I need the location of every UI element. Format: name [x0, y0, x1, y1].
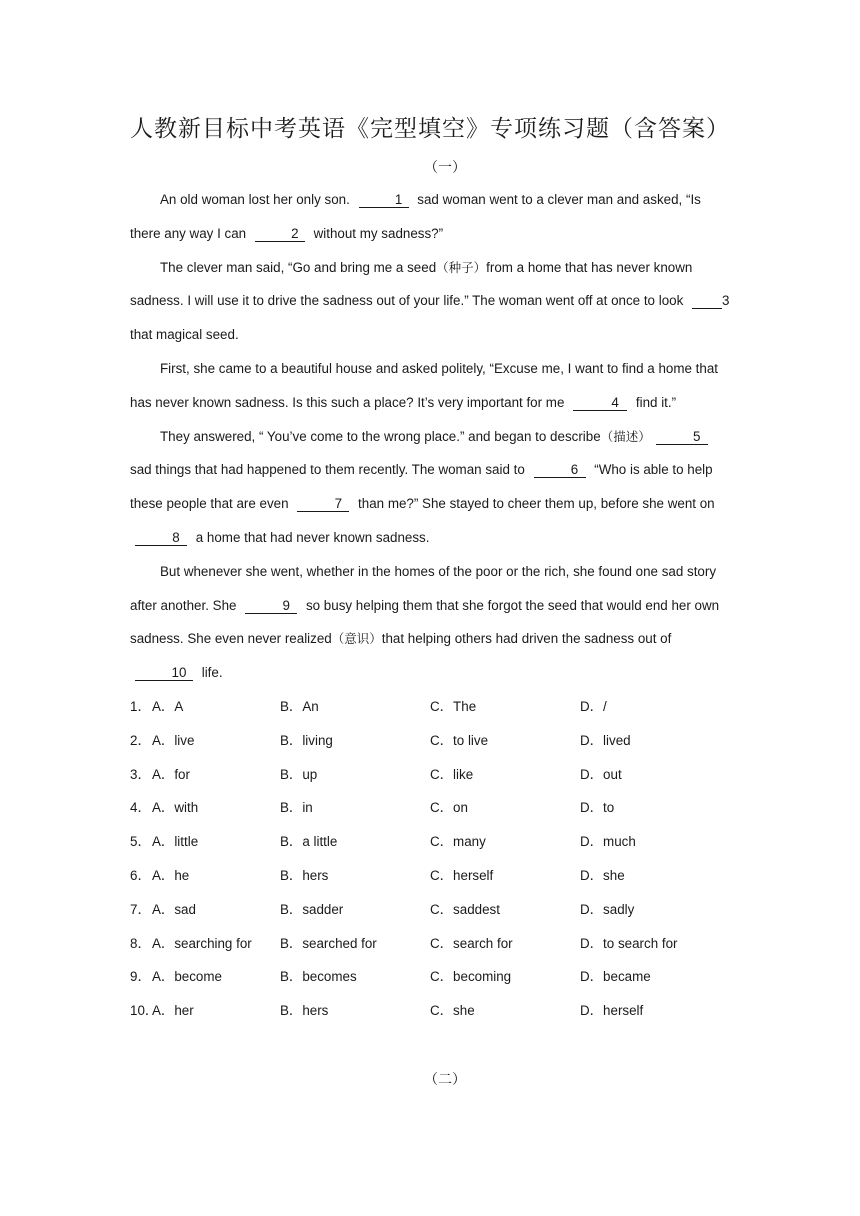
- option-b: B．in: [280, 800, 313, 816]
- option-c: C．saddest: [430, 901, 500, 917]
- option-d: D．much: [580, 834, 636, 850]
- question-number: 3．: [130, 766, 151, 782]
- option-d: D．lived: [580, 732, 631, 748]
- option-a: A．become: [152, 969, 222, 985]
- paragraph-5: But whenever she went, whether in the homes of the poor or the rich, she found one sad story after another. She 9 so busy helping them that she forgot the seed that would end her own sadness. She even never realized（意识）that helping others had driven the sadness out of 10 life.: [130, 563, 720, 681]
- option-c: C．many: [430, 834, 486, 850]
- option-row-10: [130, 994, 730, 1028]
- section-label-two: （二）: [424, 1072, 466, 1088]
- option-b: B．searched for: [280, 935, 377, 951]
- option-d: D．/: [580, 699, 607, 714]
- option-c: C．like: [430, 766, 474, 782]
- blank-9: 9: [245, 599, 297, 614]
- option-a: A．her: [152, 1003, 194, 1019]
- option-c: C．herself: [430, 867, 494, 883]
- option-b: B．up: [280, 766, 318, 782]
- option-b: B．sadder: [280, 901, 344, 917]
- option-d: D．to: [580, 800, 615, 816]
- option-a: A．sad: [152, 901, 196, 917]
- blank-7: 7: [297, 497, 349, 512]
- option-row-3: [130, 758, 730, 792]
- option-d: D．she: [580, 867, 625, 883]
- paragraph-4: They answered, “ You’ve come to the wrong place.” and began to describe（描述） 5 sad things that had happened to them recently. The woman said to 6 “Who is able to help these people that are even 7 than me?” She stayed to cheer them up, before she went on 8 a home that had never known sadness.: [130, 428, 715, 545]
- blank-4: 4: [573, 396, 627, 411]
- option-b: B．living: [280, 732, 333, 748]
- option-c: C．she: [430, 1003, 475, 1019]
- option-row-1: [130, 690, 730, 724]
- option-c: C．to live: [430, 732, 489, 748]
- option-a: A．live: [152, 732, 195, 748]
- blank-6: 6: [534, 463, 586, 478]
- blank-5: 5: [656, 430, 708, 445]
- question-number: 5．: [130, 834, 151, 850]
- blank-1: 1: [359, 193, 409, 208]
- option-b: B．hers: [280, 1003, 329, 1019]
- question-number: 2．: [130, 732, 151, 748]
- blank-8: 8: [135, 531, 187, 546]
- paragraph-3: First, she came to a beautiful house and asked politely, “Excuse me, I want to find a home that has never known sadness. Is this such a place? It’s very important for me 4 find it.”: [130, 360, 718, 410]
- question-number: 9．: [130, 969, 151, 985]
- option-a: A．he: [152, 867, 190, 883]
- option-b: B．An: [280, 699, 319, 714]
- question-number: 8．: [130, 935, 151, 951]
- question-number: 7．: [130, 901, 151, 917]
- option-row-7: [130, 893, 730, 927]
- question-number: 1．: [130, 699, 151, 714]
- option-a: A．A: [152, 699, 184, 714]
- option-a: A．searching for: [152, 935, 252, 951]
- option-a: A．with: [152, 800, 199, 816]
- option-row-5: [130, 825, 730, 859]
- blank-2: 2: [255, 227, 305, 242]
- option-row-8: [130, 927, 730, 961]
- option-b: B．becomes: [280, 969, 357, 985]
- question-number: 6．: [130, 867, 151, 883]
- question-number: 10．: [130, 1003, 159, 1019]
- option-c: C．becoming: [430, 969, 512, 985]
- passage: [130, 183, 730, 690]
- option-d: D．herself: [580, 1003, 644, 1019]
- option-d: D．became: [580, 969, 651, 985]
- option-b: B．a little: [280, 834, 338, 850]
- paragraph-2: The clever man said, “Go and bring me a seed（种子）from a home that has never known sadness. I will use it to drive the sadness out of your life.” The woman went off at once to look 3 that magical seed.: [130, 259, 730, 343]
- option-row-4: [130, 791, 730, 825]
- option-d: D．out: [580, 766, 622, 782]
- option-c: C．on: [430, 800, 468, 816]
- option-a: A．for: [152, 766, 190, 782]
- option-b: B．hers: [280, 867, 329, 883]
- option-a: A．little: [152, 834, 199, 850]
- question-number: 4．: [130, 800, 151, 816]
- option-row-9: [130, 960, 730, 994]
- options-list: [130, 690, 730, 1028]
- option-d: D．sadly: [580, 901, 635, 917]
- option-c: C．search for: [430, 935, 513, 951]
- document-title: 人教新目标中考英语《完型填空》专项练习题（含答案）: [130, 116, 730, 142]
- option-d: D．to search for: [580, 935, 678, 951]
- option-row-6: [130, 859, 730, 893]
- paragraph-1: An old woman lost her only son. 1 sad woman went to a clever man and asked, “Is there any way I can 2 without my sadness?”: [130, 192, 701, 241]
- option-c: C．The: [430, 699, 477, 714]
- blank-10: 10: [135, 666, 193, 681]
- blank-3: 3: [692, 294, 722, 309]
- option-row-2: [130, 724, 730, 758]
- section-label-one: （一）: [424, 160, 466, 176]
